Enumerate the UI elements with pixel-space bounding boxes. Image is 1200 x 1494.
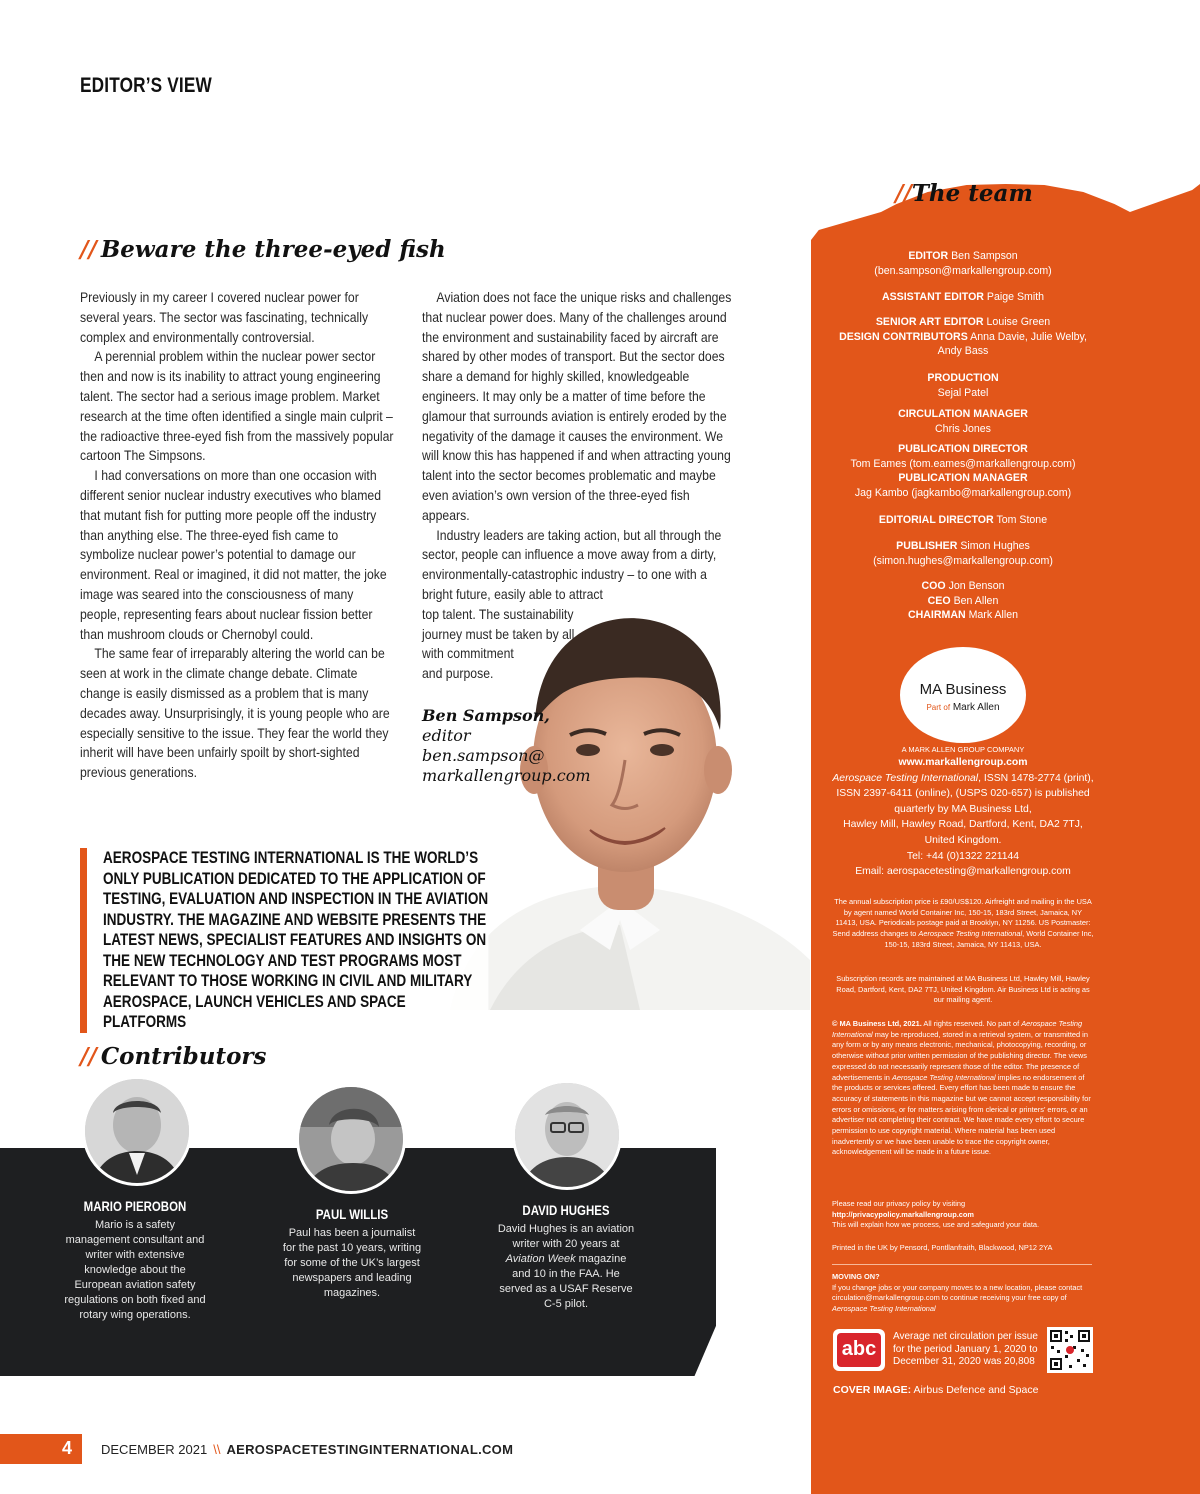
tail-line: top talent. The sustainability — [422, 606, 574, 622]
avatar — [85, 1079, 189, 1183]
editor-signoff — [422, 706, 591, 786]
paragraph: A perennial problem within the nuclear power sector then and now is its inability to attract young engineering talent. The sector had a serious image problem. Market research at the time often identified a single main culprit – the radioactive three-eyed fish from the massively popular cartoon The Simpsons. — [80, 349, 394, 464]
fine-italic: Aerospace Testing International — [891, 1072, 996, 1082]
paragraph: The same fear of irreparably altering the world can be seen at work in the climate change debate. Climate change is easily dismissed as a problem that is many decades away. Unsurprisingly, it is young people who are especially sensitive to the issue. They fear the world they inherit will have been unfairly spoilt by short-sighted previous generations. — [80, 646, 390, 781]
headline-text: Beware the three-eyed fish — [100, 236, 446, 263]
team-executives — [811, 579, 1115, 623]
page-number: 4 — [61, 1438, 72, 1458]
fine-text: If you change jobs or your company moves to a new location, please contact circulation@markallengroup.com to continue receiving your free copy of — [832, 1282, 1083, 1303]
contributor-name: MARIO PIEROBON — [83, 1199, 187, 1214]
person-name: Chris Jones — [935, 422, 991, 435]
person-name: Andy Bass — [937, 345, 989, 358]
team-heading — [895, 180, 1033, 207]
contributor-card — [496, 1203, 636, 1312]
contributor-card — [282, 1207, 422, 1301]
team-editorial-director — [811, 513, 1115, 528]
moving-title: MOVING ON? — [832, 1272, 880, 1281]
moving-on-note — [832, 1272, 1094, 1315]
team-publication — [811, 442, 1115, 500]
person-name: Ben Sampson — [951, 250, 1018, 262]
contributor-bio — [496, 1222, 636, 1312]
fine-text: implies no endorsement of the products or services offered. Every effort has been made to ensure the accuracy of statements in this magazine but we cannot accept responsibility for errors or omissions, or for matters arising from clerical or printers’ errors, or an advertiser not completing their contract. We have made every effort to secure permission to use copyright material. Where material has been used inadvertently or we have been unable to trace the copyright owner, acknowledgement will be made in a future issue. — [832, 1072, 1091, 1157]
fine-text: This will explain how we process, use and safeguard your data. — [832, 1220, 1040, 1230]
person-name: Jag Kambo (jagkambo@markallengroup.com) — [854, 486, 1072, 499]
cover-credit — [833, 1384, 1038, 1396]
team-assistant-editor — [811, 290, 1115, 305]
printed-note: Printed in the UK by Pensord, Pontllanfraith, Blackwood, NP12 2YA — [832, 1243, 1053, 1252]
person-name: Louise Green — [986, 316, 1051, 328]
role: SENIOR ART EDITOR — [875, 316, 984, 328]
bio-publication: Aviation Week — [505, 1253, 576, 1265]
footer-website[interactable]: AEROSPACETESTINGINTERNATIONAL.COM — [226, 1442, 514, 1457]
avatar — [299, 1087, 403, 1191]
paragraph: Aviation does not face the unique risks and challenges that nuclear power does. Many of the challenges around the environment and sustainability faced by aircraft are shared by other modes of transport. But the sector does share a demand for highly skilled, knowledgeable engineers. It may only be a matter of time before the glamour that surrounds aviation is entirely eroded by the negativity of the damage it causes the environment. We will know this has happened if and when attracting young talent into the sector becomes problematic and maybe even aviation’s own version of the three-eyed fish appears. — [422, 290, 732, 523]
signoff-role: editor — [422, 726, 471, 745]
abc-circulation: Average net circulation per issue for the period January 1, 2020 to December 31, 2020 was 20,808 — [893, 1331, 1038, 1367]
paragraph: Previously in my career I covered nuclear power for several years. The sector was fascinating, technically complex and environmentally controversial. — [80, 290, 369, 345]
team-slashes: // — [895, 180, 912, 207]
company-tel: Tel: +44 (0)1322 221144 — [906, 850, 1020, 862]
logo-part-of: Part of — [926, 703, 951, 712]
role: DESIGN CONTRIBUTORS — [839, 330, 968, 343]
role: EDITORIAL DIRECTOR — [878, 514, 994, 526]
info-line: United Kingdom. — [924, 834, 1002, 846]
fine-text: Please read our privacy policy by visiting — [832, 1199, 966, 1208]
company-info — [811, 745, 1115, 880]
email[interactable]: (simon.hughes@markallengroup.com) — [873, 554, 1053, 567]
privacy-link[interactable]: http://privacypolicy.markallengroup.com — [832, 1209, 974, 1219]
footer-folio — [101, 1442, 513, 1457]
ma-business-logo — [900, 647, 1026, 743]
divider — [832, 1264, 1092, 1265]
pullquote-text: AEROSPACE TESTING INTERNATIONAL IS THE WORLD’S ONLY PUBLICATION DEDICATED TO THE APPLICATION OF TESTING, EVALUATION AND INSPECTION IN THE AVIATION INDUSTRY. THE MAGAZINE AND WEBSITE PRESENTS THE LATEST NEWS, SPECIALIST FEATURES AND INSIGHTS ON THE NEW TECHNOLOGY AND TEST PROGRAMS MOST RELEVANT TO THOSE WORKING IN CIVIL AND MILITARY AEROSPACE, LAUNCH VEHICLES AND SPACE PLATFORMS — [103, 849, 489, 1031]
fine-italic: Aerospace Testing International — [832, 1019, 1083, 1039]
person-name: Jon Benson — [948, 580, 1005, 592]
role: CEO — [927, 594, 951, 607]
person-name: Tom Eames (tom.eames@markallengroup.com) — [850, 457, 1076, 470]
avatar — [515, 1083, 619, 1187]
contributors-heading — [80, 1043, 267, 1070]
tail-line: journey must be taken by all, — [422, 626, 578, 642]
person-name: Paige Smith — [986, 291, 1045, 303]
signoff-email-1[interactable]: ben.sampson@ — [422, 746, 545, 765]
person-name: Ben Allen — [953, 594, 999, 607]
person-name: Simon Hughes — [960, 540, 1030, 552]
fine-text: All rights reserved. No part of — [921, 1019, 1022, 1028]
fine-text: , World Container Inc, 150-15, 183rd Street, Jamaica, NY 11413, USA. — [884, 929, 1094, 949]
article-headline — [80, 236, 446, 263]
contributor-bio: Paul has been a journalist for the past 10 years, writing for some of the UK’s largest newspapers and leading magazines. — [282, 1227, 422, 1299]
contributors-title: Contributors — [100, 1043, 267, 1070]
records-note: Subscription records are maintained at MA Business Ltd, Hawley Mill, Hawley Road, Dartford, Kent, DA2 7TJ, United Kingdom. Air Business Ltd is acting as our mailing agent. — [836, 974, 1090, 1005]
cover-value: Airbus Defence and Space — [913, 1384, 1039, 1396]
qr-pattern — [1047, 1327, 1093, 1373]
copyright-note — [832, 1019, 1094, 1158]
publication-name: Aerospace Testing International — [832, 772, 979, 784]
contributor-photo — [82, 1076, 192, 1186]
person-name: Sejal Patel — [937, 386, 989, 399]
footer-separator: \\ — [213, 1442, 221, 1457]
person-name: Mark Allen — [968, 609, 1019, 622]
headline-slashes: // — [80, 236, 97, 263]
article-column-1 — [80, 288, 394, 783]
role: PUBLICATION DIRECTOR — [898, 443, 1028, 455]
fine-text: may be reproduced, stored in a retrieval system, or transmitted in any form or by any means electronic, mechanical, photocopying, recording, or otherwise without prior written permission of the publishing director. The views expressed do not necessarily represent those of the editor. The presence of advertisements in — [832, 1029, 1088, 1082]
subscription-note — [832, 897, 1094, 951]
team-production — [811, 371, 1115, 400]
bio-text: magazine and 10 in the FAA. He served as a USAF Reserve C-5 pilot. — [499, 1253, 633, 1310]
bio-text: David Hughes is an aviation writer with 20 years at — [497, 1223, 635, 1250]
person-name: Tom Stone — [996, 514, 1048, 526]
role: EDITOR — [908, 250, 949, 262]
info-line: Hawley Mill, Hawley Road, Dartford, Kent, DA2 7TJ, — [843, 819, 1083, 831]
pullquote — [80, 848, 493, 1033]
fine-text: The annual subscription price is £90/US$120. Airfreight and mailing in the USA by agent named World Container Inc, 150-15, 183rd Street, Jamaica, NY 11413, USA. Periodicals postage paid at Brooklyn, NY 11256. US Postmaster: Send address changes to — [832, 897, 1092, 939]
fine-italic: Aerospace Testing International — [918, 929, 1023, 939]
contributors-slashes: // — [80, 1043, 97, 1070]
fine-italic: Aerospace Testing International — [832, 1304, 936, 1314]
logo-subline — [900, 702, 1026, 713]
paragraph: Industry leaders are taking action, but all through the sector, people can influence a move away from a dirty, environmentally-catastrophic industry – to one with a bright future, easily able to attract — [422, 527, 722, 602]
role: CHAIRMAN — [907, 609, 966, 622]
info-line: ISSN 2397-6411 (online), (USPS 020-657) is published — [836, 788, 1090, 800]
copyright-bold: © MA Business Ltd, 2021. — [832, 1019, 922, 1028]
company-email[interactable]: Email: aerospacetesting@markallengroup.com — [855, 866, 1071, 878]
role: ASSISTANT EDITOR — [881, 291, 984, 303]
person-name: Anna Davie, Julie Welby, — [970, 330, 1087, 343]
team-title: The team — [911, 180, 1033, 207]
contributor-name: PAUL WILLIS — [315, 1207, 389, 1222]
paragraph: I had conversations on more than one occasion with different senior nuclear industry executives who blamed that mutant fish for putting more people off the industry than anything else. The three-eyed fish came to symbolize nuclear power’s potential to damage our environment. Real or imagined, it did not matter, the joke image was seared into the consciousness of many people, representing fears about nuclear fission better than mushroom clouds or Chernobyl could. — [80, 468, 387, 642]
role: COO — [921, 580, 946, 592]
info-line: quarterly by MA Business Ltd, — [894, 803, 1032, 815]
signoff-email-2[interactable]: markallengroup.com — [422, 766, 591, 785]
tail-line: and purpose. — [422, 666, 494, 682]
contributor-name: DAVID HUGHES — [522, 1203, 610, 1218]
abc-logo-icon — [833, 1329, 885, 1371]
privacy-note — [832, 1199, 1094, 1231]
logo-mark-allen: Mark Allen — [952, 702, 1000, 713]
page-number-bar — [0, 1434, 82, 1464]
contributor-card — [64, 1199, 206, 1323]
contributor-bio: Mario is a safety management consultant and writer with extensive knowledge about the European aviation safety regulations on both fixed and rotary wing operations. — [64, 1219, 206, 1321]
contributor-photo — [512, 1080, 622, 1190]
issn-print: , ISSN 1478-2774 (print), — [978, 772, 1094, 784]
section-label: EDITOR’S VIEW — [80, 74, 212, 97]
signoff-name: Ben Sampson, — [422, 706, 550, 725]
company-tag: A MARK ALLEN GROUP COMPANY — [901, 745, 1025, 754]
logo-line: MA Business — [919, 681, 1007, 698]
team-art — [811, 315, 1115, 359]
role: PUBLICATION MANAGER — [898, 472, 1028, 485]
abc-logo-text: abc — [837, 1333, 881, 1367]
team-editor — [811, 249, 1115, 278]
team-publisher — [811, 539, 1115, 568]
team-circulation — [811, 407, 1115, 436]
role: PUBLISHER — [896, 540, 958, 552]
email[interactable]: (ben.sampson@markallengroup.com) — [874, 264, 1052, 277]
footer-date: DECEMBER 2021 — [101, 1442, 208, 1457]
contributor-photo — [296, 1084, 406, 1194]
company-web[interactable]: www.markallengroup.com — [898, 757, 1028, 768]
role: CIRCULATION MANAGER — [898, 408, 1028, 420]
role: PRODUCTION — [927, 372, 999, 384]
tail-line: with commitment — [422, 646, 514, 662]
qr-code-icon[interactable] — [1047, 1327, 1093, 1373]
cover-label: COVER IMAGE: — [833, 1384, 912, 1396]
